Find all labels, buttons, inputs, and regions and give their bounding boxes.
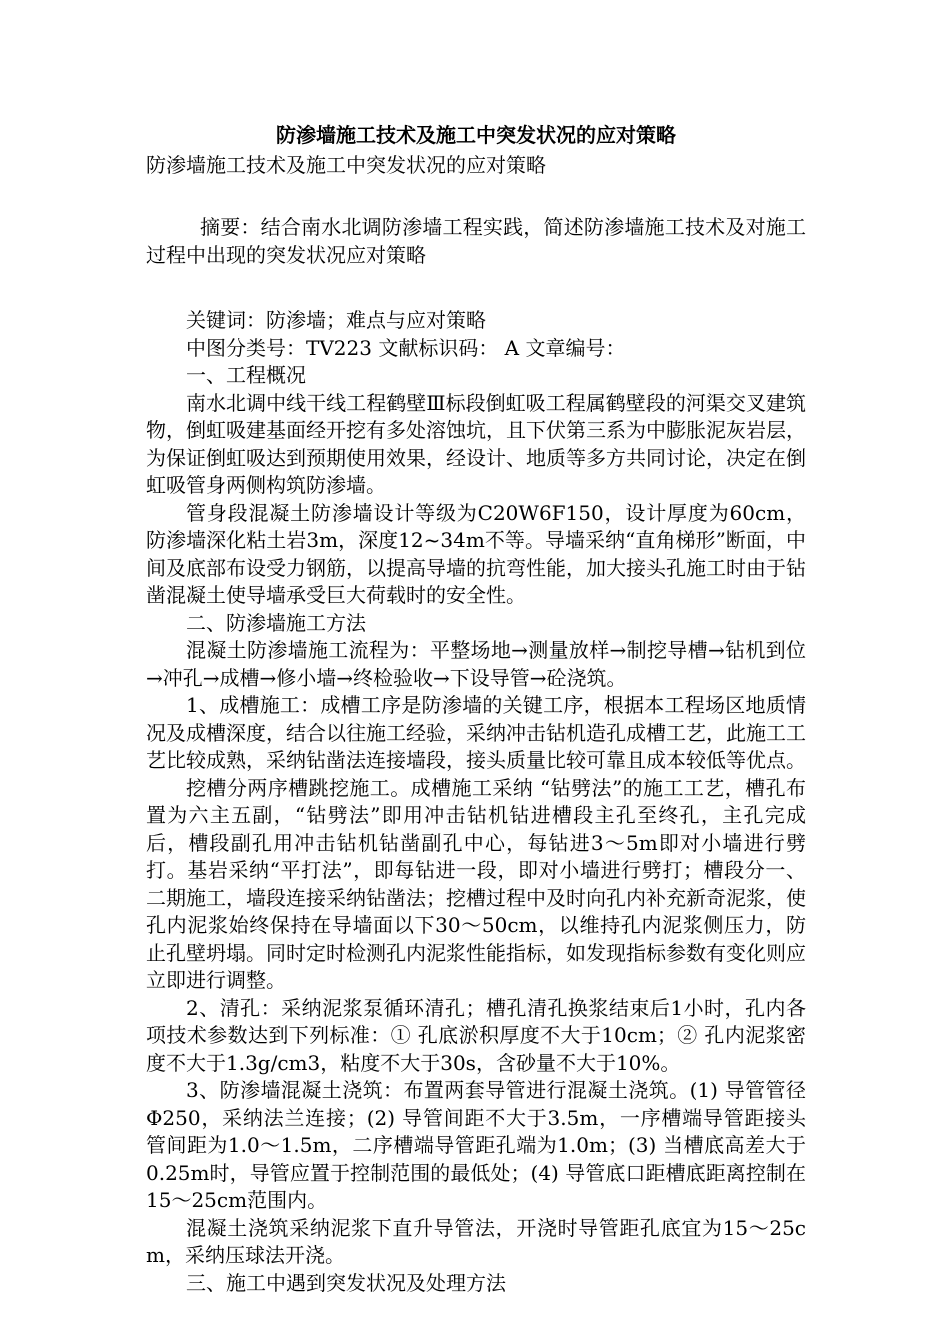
classification-line: 中图分类号：TV223 文献标识码： A 文章编号： — [186, 335, 626, 360]
body-paragraph: 管身段混凝土防渗墙设计等级为C20W6F150，设计厚度为60cm，防渗墙深化粘土岩3m，深度12~34m不等。导墙采纳“直角梯形”断面，中间及底部布设受力钢筋，以提高导墙的抗弯性能，加大接头孔施工时由于钻凿混凝土使导墙承受巨大荷载时的安全性。 — [146, 500, 806, 607]
body-paragraph: 1、成槽施工：成槽工序是防渗墙的关键工序，根据本工程场区地质情况及成槽深度，结合以往施工经验，采纳冲击钻机造孔成槽工艺，此施工工艺比较成熟，采纳钻凿法连接墙段，接头质量比较可靠且成本较低等优点。 — [146, 693, 806, 772]
body-paragraph: 南水北调中线干线工程鹤壁Ⅲ标段倒虹吸工程属鹤壁段的河渠交叉建筑物，倒虹吸建基面经开挖有多处溶蚀坑，且下伏第三系为中膨胀泥灰岩层，为保证倒虹吸达到预期使用效果，经设计、地质等多方共同讨论，决定在倒虹吸管身两侧构筑防渗墙。 — [146, 390, 806, 497]
document-page — [146, 120, 806, 1297]
body-paragraph: 混凝土浇筑采纳泥浆下直升导管法，开浇时导管距孔底宜为15～25cm，采纳压球法开浇。 — [146, 1215, 806, 1267]
body-paragraph: 挖槽分两序槽跳挖施工。成槽施工采纳 “钻劈法”的施工工艺，槽孔布置为六主五副，“钻劈法”即用冲击钻机钻进槽段主孔至终孔，主孔完成后，槽段副孔用冲击钻机钻凿副孔中心，每钻进3～5m即对小墙进行劈打。基岩采纳“平打法”，即每钻进一段，即对小墙进行劈打；槽段分一、二期施工，墙段连接采纳钻凿法；挖槽过程中及时向孔内补充新奇泥浆，使孔内泥浆始终保持在导墙面以下30～50cm，以维持孔内泥浆侧压力，防止孔壁坍塌。同时定时检测孔内泥浆性能指标，如发现指标参数有变化则应立即进行调整。 — [146, 775, 806, 992]
document-title: 防渗墙施工技术及施工中突发状况的应对策略 — [276, 123, 676, 147]
section-heading-overview: 一、工程概况 — [186, 363, 306, 387]
body-paragraph: 3、防渗墙混凝土浇筑：布置两套导管进行混凝土浇筑。(1) 导管管径Φ250，采纳法兰连接；(2) 导管间距不大于3.5m，一序槽端导管距接头管间距为1.0～1.5m，二序槽端导管距孔端为1.0m；(3) 当槽底高差大于0.25m时，导管应置于控制范围的最低处；(4) 导管底口距槽底距离控制在15～25cm范围内。 — [146, 1078, 806, 1212]
abstract-paragraph: 摘要：结合南水北调防渗墙工程实践，简述防渗墙施工技术及对施工过程中出现的突发状况应对策略 — [146, 215, 806, 267]
keywords-line: 关键词：防渗墙；难点与应对策略 — [186, 308, 486, 332]
section-heading-emergencies: 三、施工中遇到突发状况及处理方法 — [186, 1270, 506, 1295]
body-paragraph: 混凝土防渗墙施工流程为：平整场地→测量放样→制挖导槽→钻机到位→冲孔→成槽→修小墙→终检验收→下设导管→砼浇筑。 — [146, 638, 806, 690]
section-heading-method: 二、防渗墙施工方法 — [186, 610, 366, 635]
document-subtitle: 防渗墙施工技术及施工中突发状况的应对策略 — [146, 153, 546, 177]
body-paragraph: 2、清孔：采纳泥浆泵循环清孔；槽孔清孔换浆结束后1小时，孔内各项技术参数达到下列标准：① 孔底淤积厚度不大于10cm；② 孔内泥浆密度不大于1.3g/cm3，粘度不大于30s，含砂量不大于10%。 — [146, 995, 806, 1075]
